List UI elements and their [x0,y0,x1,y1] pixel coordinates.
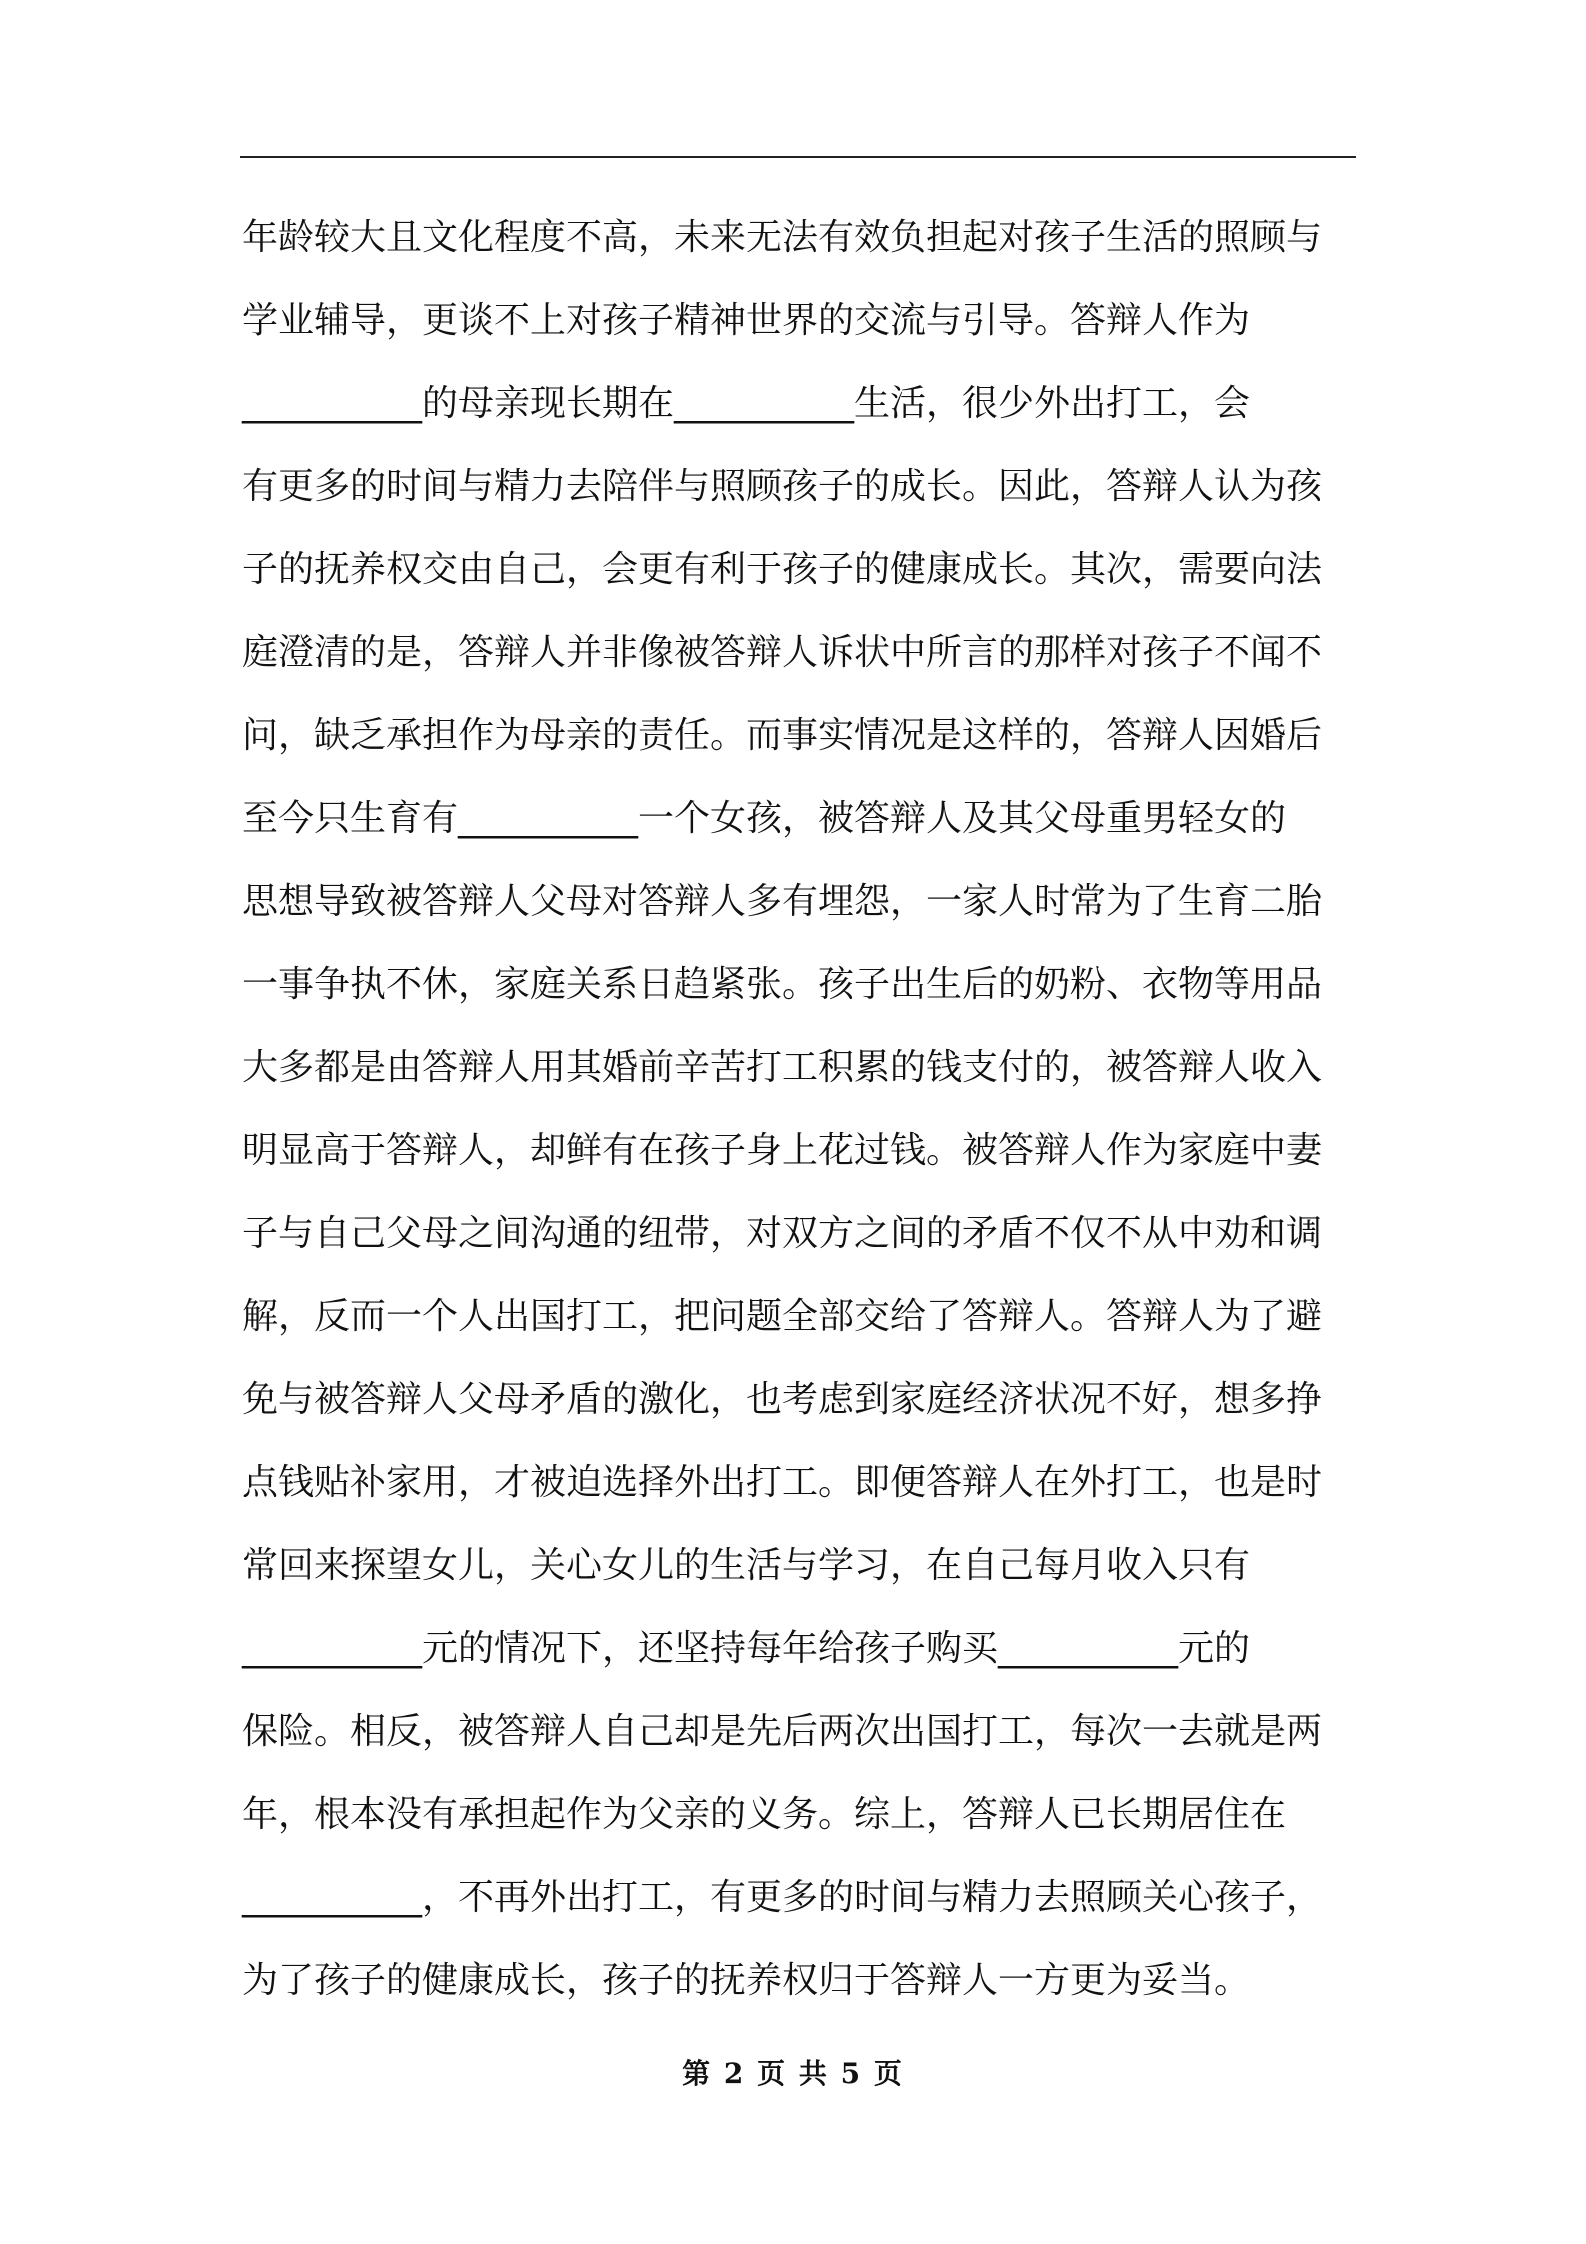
page-indicator: 第 2 页 共 5 页 [682,2057,904,2090]
text-line: 点钱贴补家用，才被迫选择外出打工。即便答辩人在外打工，也是时 [242,1462,1323,1503]
text-line: 学业辅导，更谈不上对孩子精神世界的交流与引导。答辩人作为 [242,300,1251,341]
text-line: 为了孩子的健康成长，孩子的抚养权归于答辩人一方更为妥当。 [242,1960,1251,2001]
text-line: 庭澄清的是，答辩人并非像被答辩人诉状中所言的那样对孩子不闻不 [242,632,1323,673]
document-body [242,196,1366,2022]
text-line: __________元的情况下，还坚持每年给孩子购买__________元的 [242,1628,1251,1669]
text-line: __________，不再外出打工，有更多的时间与精力去照顾关心孩子， [242,1877,1323,1918]
text-line: 明显高于答辩人，却鲜有在孩子身上花过钱。被答辩人作为家庭中妻 [242,1130,1323,1171]
text-line: 有更多的时间与精力去陪伴与照顾孩子的成长。因此，答辩人认为孩 [242,466,1323,507]
text-line: 一事争执不休，家庭关系日趋紧张。孩子出生后的奶粉、衣物等用品 [242,964,1323,1005]
text-line: 思想导致被答辩人父母对答辩人多有埋怨，一家人时常为了生育二胎 [242,881,1323,922]
text-line: 子的抚养权交由自己，会更有利于孩子的健康成长。其次，需要向法 [242,549,1323,590]
text-line: 保险。相反，被答辩人自己却是先后两次出国打工，每次一去就是两 [242,1711,1323,1752]
text-line: 大多都是由答辩人用其婚前辛苦打工积累的钱支付的，被答辩人收入 [242,1047,1323,1088]
text-line: __________的母亲现长期在__________生活，很少外出打工，会 [242,383,1251,424]
text-line: 子与自己父母之间沟通的纽带，对双方之间的矛盾不仅不从中劝和调 [242,1213,1323,1254]
text-line: 解，反而一个人出国打工，把问题全部交给了答辩人。答辩人为了避 [242,1296,1323,1337]
text-line: 年，根本没有承担起作为父亲的义务。综上，答辩人已长期居住在 [242,1794,1287,1835]
text-line: 免与被答辩人父母矛盾的激化，也考虑到家庭经济状况不好，想多挣 [242,1379,1323,1420]
text-line: 年龄较大且文化程度不高，未来无法有效负担起对孩子生活的照顾与 [242,217,1323,258]
text-line: 常回来探望女儿，关心女儿的生活与学习，在自己每月收入只有 [242,1545,1251,1586]
text-line: 问，缺乏承担作为母亲的责任。而事实情况是这样的，答辩人因婚后 [242,715,1323,756]
text-line: 至今只生育有__________一个女孩，被答辩人及其父母重男轻女的 [242,798,1287,839]
header-rule [240,156,1356,158]
